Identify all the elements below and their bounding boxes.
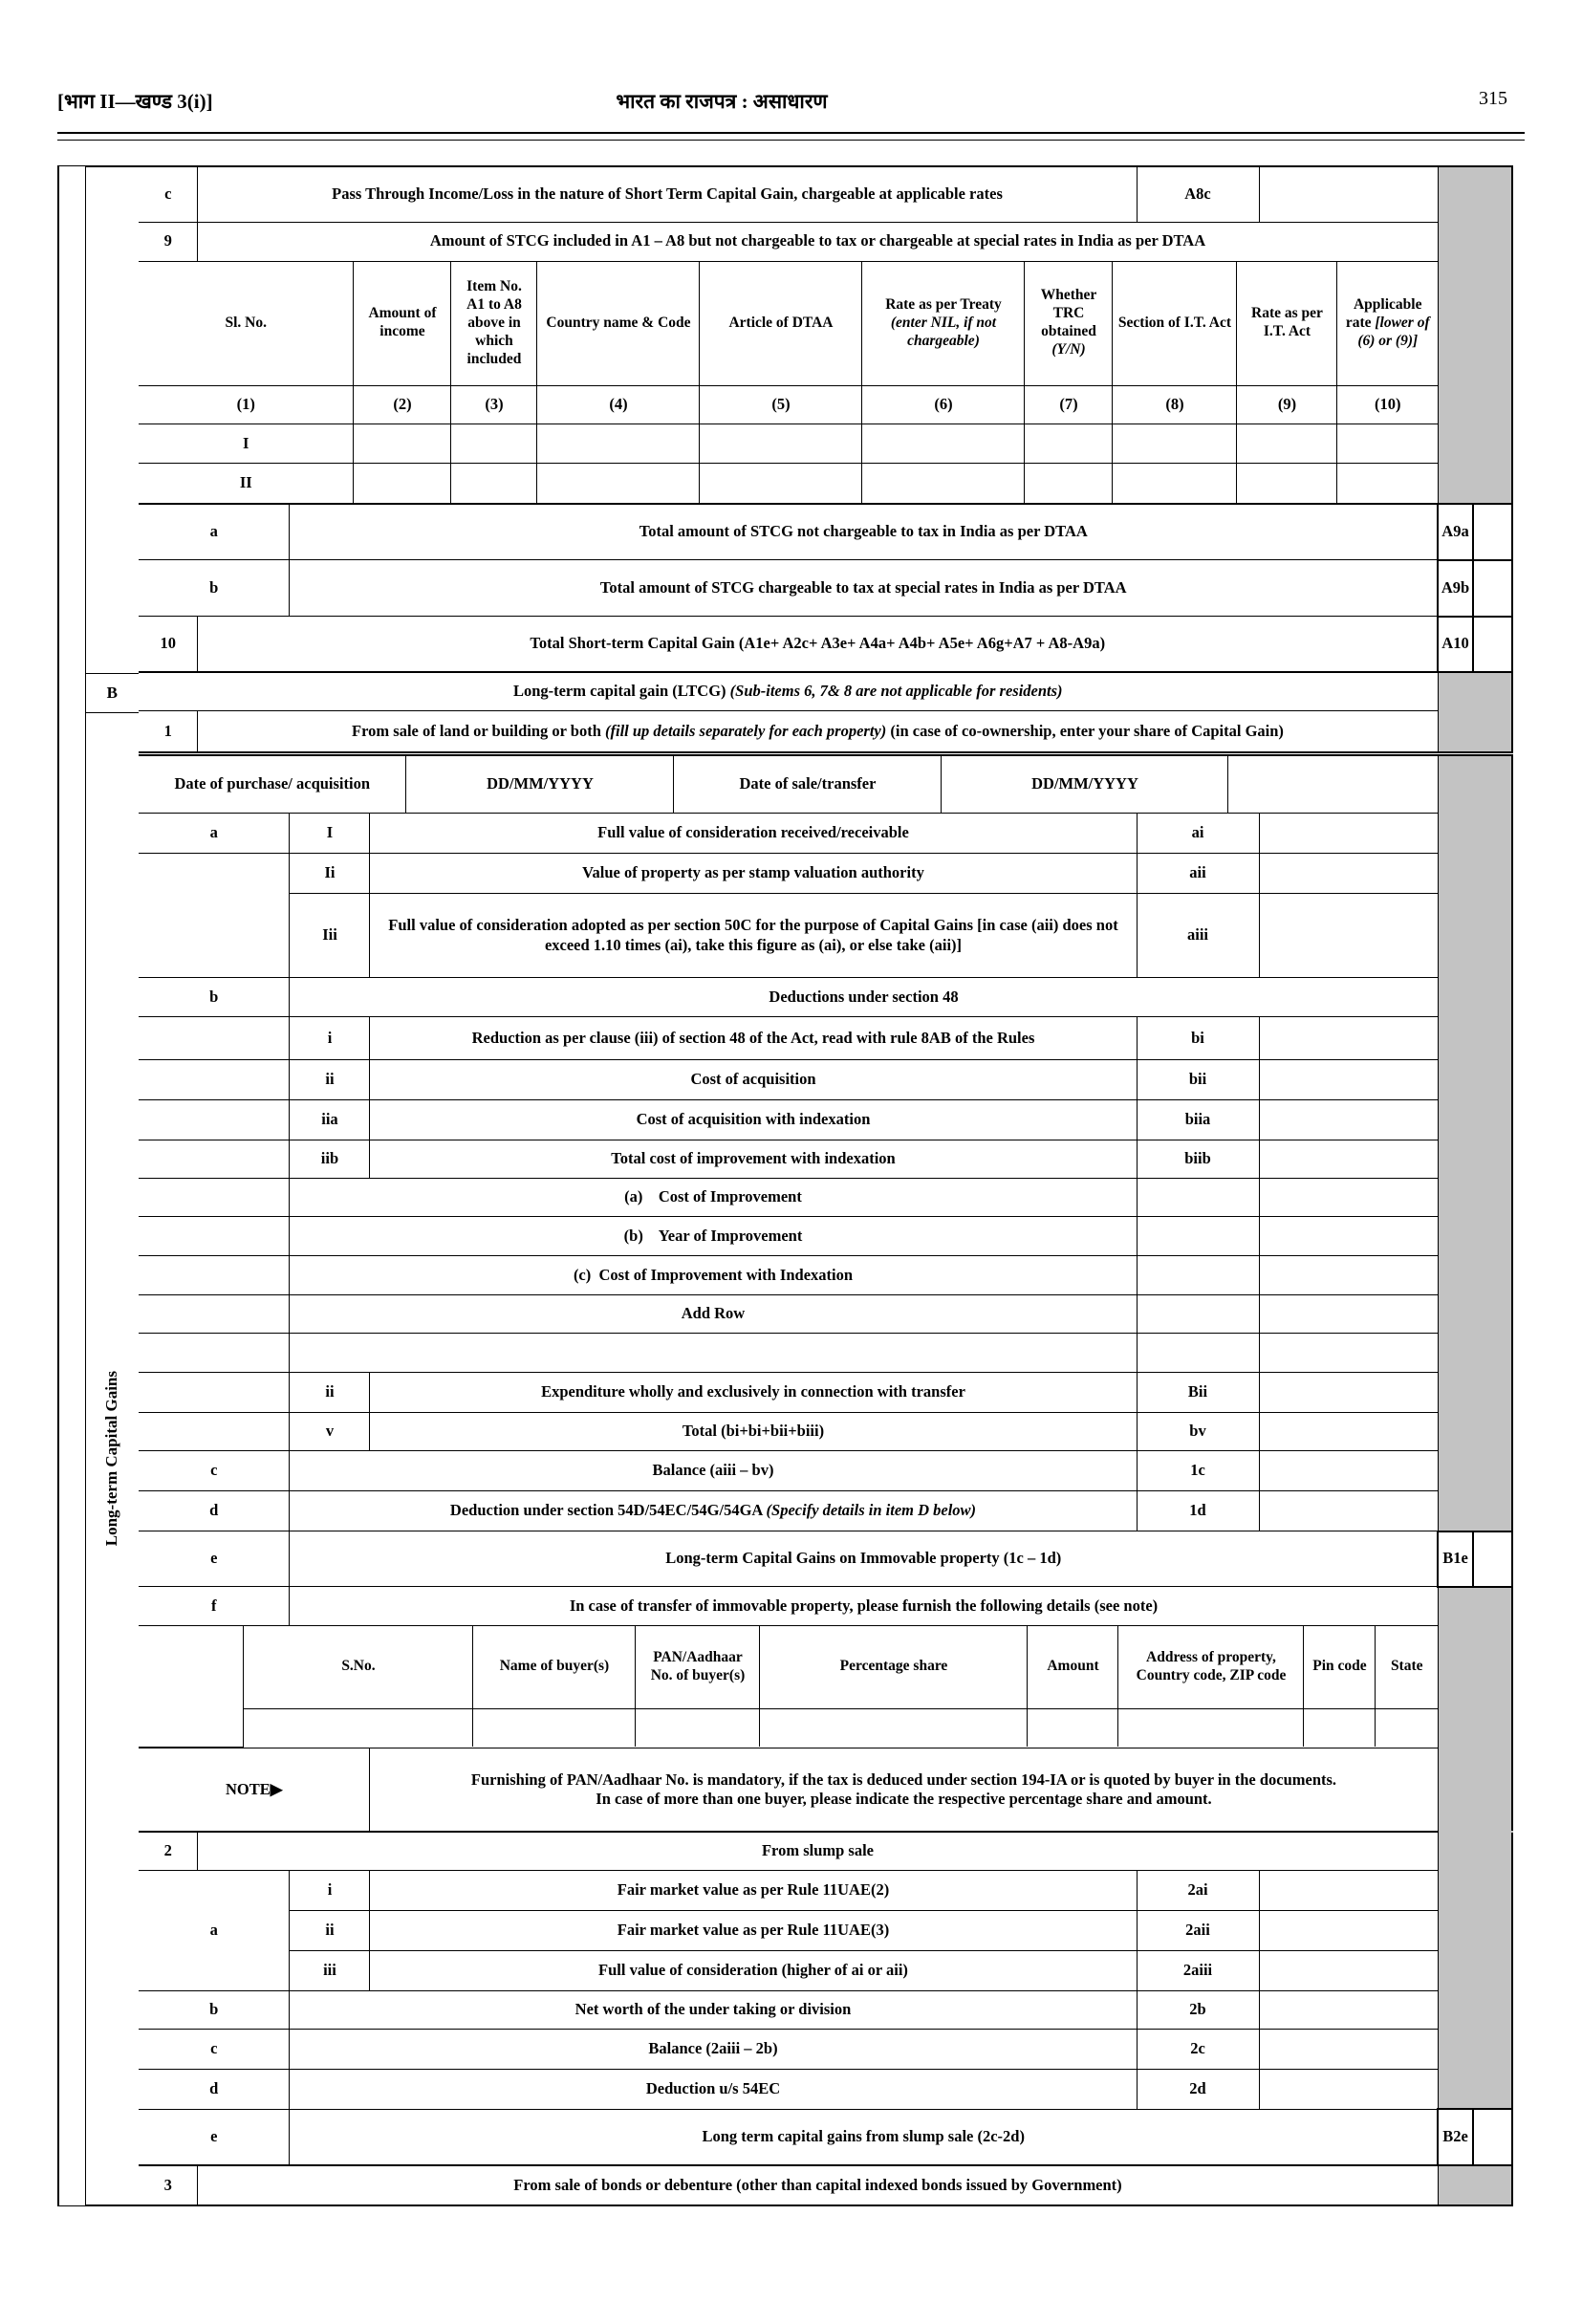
buyers-col-sno: S.No. — [244, 1626, 473, 1708]
row-blank — [139, 1334, 1512, 1373]
row-2ai — [139, 1870, 1512, 1910]
row-code: ai — [1137, 814, 1259, 854]
row-label: c — [139, 166, 198, 222]
page-header — [0, 88, 1582, 132]
input-cell[interactable] — [1259, 1990, 1438, 2029]
row-number: 1 — [139, 711, 198, 754]
input-cell[interactable] — [1237, 464, 1337, 503]
dtaa-col-applicable: Applicable rate [lower of (6) or (9)] — [1337, 262, 1438, 386]
row-code: bii — [1137, 1060, 1259, 1100]
input-cell[interactable] — [1259, 1217, 1438, 1256]
note-line-1: Furnishing of PAN/Aadhaar No. is mandatory, if the tax is deduced under section 194-IA or is quoted by buyer in the documents. — [470, 1770, 1337, 1789]
row-f-heading — [139, 1587, 1512, 1626]
row-1d — [139, 1491, 1512, 1531]
input-cell[interactable] — [1473, 1531, 1512, 1587]
input-cell[interactable] — [354, 424, 451, 464]
dtaa-row-label: I — [139, 424, 354, 464]
row-code — [1137, 1179, 1259, 1217]
input-cell[interactable] — [700, 424, 862, 464]
main-form-table — [139, 165, 1513, 2206]
input-cell[interactable] — [1259, 1451, 1438, 1491]
buyers-col-address: Address of property, Country code, ZIP code — [1118, 1626, 1304, 1708]
input-cell[interactable] — [354, 464, 451, 503]
buyers-table — [139, 1626, 1438, 1748]
shaded-cell — [1438, 222, 1512, 261]
input-cell[interactable] — [1259, 1295, 1438, 1334]
shaded-cell — [1438, 1910, 1512, 1950]
input-cell[interactable] — [1259, 1373, 1438, 1413]
shaded-cell — [1438, 1950, 1512, 1990]
input-cell[interactable] — [537, 464, 700, 503]
row-code: aii — [1137, 854, 1259, 894]
row-text: Value of property as per stamp valuation authority — [370, 854, 1137, 894]
shaded-cell — [1438, 1140, 1512, 1179]
input-cell[interactable] — [1337, 464, 1438, 503]
row-label — [139, 1334, 290, 1373]
sub-label: iia — [290, 1100, 370, 1140]
header-rule — [57, 132, 1525, 141]
shaded-cell — [1438, 1587, 1512, 1626]
buyers-lead-cell — [139, 1626, 244, 1747]
ltcg-side-label: Long-term Capital Gains — [102, 1371, 121, 1547]
shaded-cell — [1438, 1217, 1512, 1256]
shaded-cell — [1438, 1373, 1512, 1413]
row-label: d — [139, 1491, 290, 1531]
dtaa-col-item: Item No. A1 to A8 above in which included — [451, 262, 537, 386]
row-text: (a) Cost of Improvement — [290, 1179, 1137, 1217]
row-code: A10 — [1438, 617, 1473, 672]
note-label: NOTE▶ — [139, 1748, 370, 1832]
row-b-iia — [139, 1100, 1512, 1140]
row-buyers-table — [139, 1626, 1512, 1748]
row-label: e — [139, 1531, 290, 1587]
input-cell[interactable] — [636, 1708, 760, 1747]
row-code — [1137, 1256, 1259, 1295]
row-label: c — [139, 1451, 290, 1491]
row-code: 2aiii — [1137, 1950, 1259, 1990]
shaded-cell — [1438, 1256, 1512, 1295]
row-number: 9 — [139, 222, 198, 261]
row-2aii — [139, 1910, 1512, 1950]
page-number: 315 — [1479, 88, 1507, 109]
row-text: (b) Year of Improvement — [290, 1217, 1137, 1256]
row-label — [139, 1017, 290, 1060]
dtaa-table — [139, 262, 1438, 503]
input-cell[interactable] — [1113, 464, 1237, 503]
gazette-title: भारत का राजपत्र : असाधारण — [616, 90, 828, 113]
row-label: b — [139, 978, 290, 1017]
row-text: Deduction under section 54D/54EC/54G/54GA (Specify details in item D below) — [290, 1491, 1137, 1531]
outer-margin-column — [57, 165, 86, 2206]
row-2d — [139, 2069, 1512, 2109]
row-label: b — [139, 1990, 290, 2029]
input-cell[interactable] — [1259, 854, 1438, 894]
row-code: 1c — [1137, 1451, 1259, 1491]
row-a9b — [139, 560, 1512, 617]
col-num: (6) — [862, 386, 1025, 424]
buyers-entry-row — [139, 1708, 1438, 1747]
row-label: d — [139, 2069, 290, 2109]
row-text: Cost of acquisition — [370, 1060, 1137, 1100]
input-cell[interactable] — [1259, 894, 1438, 978]
sub-label: i — [290, 1870, 370, 1910]
add-row-button[interactable]: Add Row — [290, 1295, 1137, 1334]
sub-label: v — [290, 1413, 370, 1451]
row-b-expenditure — [139, 1373, 1512, 1413]
row-text: Full value of consideration received/receivable — [370, 814, 1137, 854]
input-cell[interactable] — [451, 464, 537, 503]
shaded-cell — [1438, 166, 1512, 222]
row-code: biia — [1137, 1100, 1259, 1140]
row-text: Amount of STCG included in A1 – A8 but not chargeable to tax or chargeable at special rates in India as per DTAA — [198, 222, 1438, 261]
input-cell[interactable] — [862, 464, 1025, 503]
col-num: (7) — [1025, 386, 1113, 424]
row-code: 2d — [1137, 2069, 1259, 2109]
shaded-cell — [1438, 1832, 1512, 1870]
input-cell[interactable] — [862, 424, 1025, 464]
row-text: Net worth of the under taking or division — [290, 1990, 1137, 2029]
row-2aiii — [139, 1950, 1512, 1990]
shaded-cell — [1438, 1060, 1512, 1100]
row-code: A8c — [1137, 166, 1259, 222]
col-num: (2) — [354, 386, 451, 424]
row-label: a — [139, 504, 290, 560]
row-text: Full value of consideration adopted as per section 50C for the purpose of Capital Gains [in case (aii) does not exceed 1.10 times (ai), take this figure as (ai), or else take (aii)] — [370, 894, 1137, 978]
row-text: Total amount of STCG chargeable to tax at special rates in India as per DTAA — [290, 560, 1438, 617]
row-1c — [139, 1451, 1512, 1491]
shaded-cell — [1438, 1748, 1512, 1832]
row-text: In case of transfer of immovable property, please furnish the following details (see note) — [290, 1587, 1438, 1626]
row-text: Total amount of STCG not chargeable to tax in India as per DTAA — [290, 504, 1438, 560]
row-ltcg-heading — [139, 672, 1512, 711]
row-text: Cost of acquisition with indexation — [370, 1100, 1137, 1140]
row-text: Deductions under section 48 — [290, 978, 1438, 1017]
sub-label: ii — [290, 1910, 370, 1950]
dtaa-row-1 — [139, 424, 1438, 464]
row-text: Deduction u/s 54EC — [290, 2069, 1137, 2109]
input-cell[interactable] — [1259, 1140, 1438, 1179]
input-cell[interactable] — [1259, 1017, 1438, 1060]
buyers-table-cell — [139, 1626, 1438, 1748]
input-cell[interactable] — [1259, 1910, 1438, 1950]
input-cell[interactable] — [473, 1708, 636, 1747]
shaded-cell — [1438, 672, 1512, 711]
row-dtaa-table — [139, 261, 1512, 504]
dtaa-col-treaty-rate: Rate as per Treaty (enter NIL, if not chargeable) — [862, 262, 1025, 386]
input-cell[interactable] — [1259, 1870, 1438, 1910]
row-code: 2c — [1137, 2029, 1259, 2069]
input-cell[interactable] — [1259, 1256, 1438, 1295]
dtaa-header-row — [139, 262, 1438, 386]
dtaa-row-2 — [139, 464, 1438, 503]
row-code: Bii — [1137, 1373, 1259, 1413]
input-cell[interactable] — [1259, 814, 1438, 854]
row-text: Long-term Capital Gains on Immovable property (1c – 1d) — [290, 1531, 1438, 1587]
input-cell[interactable] — [1025, 424, 1113, 464]
date-sale-label: Date of sale/transfer — [674, 756, 942, 813]
col-num: (10) — [1337, 386, 1438, 424]
part-label: [भाग II—खण्ड 3(i)] — [57, 90, 213, 113]
row-code — [1137, 1334, 1259, 1373]
row-code: A9b — [1438, 560, 1473, 617]
shaded-cell — [1438, 1295, 1512, 1334]
section-column-spacer — [86, 167, 139, 674]
row-label: a — [139, 814, 290, 854]
row-b-i — [139, 1017, 1512, 1060]
input-cell[interactable] — [1259, 2069, 1438, 2109]
buyers-header-row — [139, 1626, 1438, 1708]
row-code: 2b — [1137, 1990, 1259, 2029]
buyers-col-pin: Pin code — [1304, 1626, 1376, 1708]
shaded-cell — [1438, 1100, 1512, 1140]
input-cell[interactable] — [1259, 166, 1438, 222]
row-code: 1d — [1137, 1491, 1259, 1531]
section-b-label: B — [86, 674, 139, 713]
row-code: 2aii — [1137, 1910, 1259, 1950]
shaded-cell — [1438, 854, 1512, 894]
row-a-iii — [139, 894, 1512, 978]
sub-label: I — [290, 814, 370, 854]
row-note — [139, 1748, 1512, 1832]
input-cell[interactable] — [1259, 1060, 1438, 1100]
date-table — [139, 756, 1438, 813]
dtaa-col-amount: Amount of income — [354, 262, 451, 386]
input-cell[interactable] — [1473, 2109, 1512, 2165]
dtaa-col-slno: Sl. No. — [139, 262, 354, 386]
row-9-heading — [139, 222, 1512, 261]
row-item1-heading — [139, 711, 1512, 754]
input-cell[interactable] — [1473, 617, 1512, 672]
row-code: biib — [1137, 1140, 1259, 1179]
row-label: b — [139, 560, 290, 617]
row-a8c — [139, 166, 1512, 222]
row-dates — [139, 754, 1512, 814]
date-purchase-input[interactable]: DD/MM/YYYY — [406, 756, 674, 813]
input-cell[interactable] — [1259, 1950, 1438, 1990]
row-number: 3 — [139, 2165, 198, 2205]
row-label: f — [139, 1587, 290, 1626]
dtaa-col-country: Country name & Code — [537, 262, 700, 386]
buyers-col-name: Name of buyer(s) — [473, 1626, 636, 1708]
shaded-cell — [1438, 894, 1512, 978]
col-num: (4) — [537, 386, 700, 424]
shaded-cell — [1438, 1626, 1512, 1748]
row-code — [1137, 1217, 1259, 1256]
row-code — [1137, 1295, 1259, 1334]
row-text: Reduction as per clause (iii) of section 48 of the Act, read with rule 8AB of the Rules — [370, 1017, 1137, 1060]
row-cost-of-improvement — [139, 1179, 1512, 1217]
row-b-ii — [139, 1060, 1512, 1100]
row-b1e — [139, 1531, 1512, 1587]
row-text: Fair market value as per Rule 11UAE(3) — [370, 1910, 1137, 1950]
sub-label: i — [290, 1017, 370, 1060]
shaded-cell — [1438, 1990, 1512, 2029]
row-text: From slump sale — [198, 1832, 1438, 1870]
shaded-cell — [1438, 1451, 1512, 1491]
dtaa-col-article: Article of DTAA — [700, 262, 862, 386]
sub-label: Ii — [290, 854, 370, 894]
sub-label: Iii — [290, 894, 370, 978]
input-cell[interactable] — [1259, 1334, 1438, 1373]
sub-label: ii — [290, 1373, 370, 1413]
shaded-cell — [1438, 754, 1512, 814]
input-cell[interactable] — [1118, 1708, 1304, 1747]
row-b-iib — [139, 1140, 1512, 1179]
row-text: Long term capital gains from slump sale (2c-2d) — [290, 2109, 1438, 2165]
buyers-col-pan: PAN/Aadhaar No. of buyer(s) — [636, 1626, 760, 1708]
shaded-cell — [1438, 1491, 1512, 1531]
row-text: Expenditure wholly and exclusively in connection with transfer — [370, 1373, 1137, 1413]
dtaa-col-it-rate: Rate as per I.T. Act — [1237, 262, 1337, 386]
buyers-col-share: Percentage share — [760, 1626, 1028, 1708]
sub-label: ii — [290, 1060, 370, 1100]
row-text: Balance (aiii – bv) — [290, 1451, 1137, 1491]
row-number: 2 — [139, 1832, 198, 1870]
row-label: c — [139, 2029, 290, 2069]
input-cell[interactable] — [244, 1708, 473, 1747]
input-cell[interactable] — [1259, 1179, 1438, 1217]
input-cell[interactable] — [1025, 464, 1113, 503]
row-code: aiii — [1137, 894, 1259, 978]
buyers-col-state: State — [1376, 1626, 1438, 1708]
row-text: From sale of bonds or debenture (other than capital indexed bonds issued by Government) — [198, 2165, 1438, 2205]
input-cell[interactable] — [1473, 504, 1512, 560]
date-table-cell — [139, 754, 1438, 814]
row-2b — [139, 1990, 1512, 2029]
row-code: bv — [1137, 1413, 1259, 1451]
row-code: B1e — [1438, 1531, 1473, 1587]
row-2c — [139, 2029, 1512, 2069]
shaded-cell — [1438, 1017, 1512, 1060]
dtaa-row-label: II — [139, 464, 354, 503]
row-code: 2ai — [1137, 1870, 1259, 1910]
section-column — [86, 165, 139, 2206]
col-num: (5) — [700, 386, 862, 424]
input-cell[interactable] — [1237, 424, 1337, 464]
row-text: From sale of land or building or both (fill up details separately for each property) (in case of co-ownership, enter your share of Capital Gain) — [198, 711, 1438, 754]
row-text: Total Short-term Capital Gain (A1e+ A2c+ A3e+ A4a+ A4b+ A5e+ A6g+A7 + A8-A9a) — [198, 617, 1438, 672]
buyers-col-amount: Amount — [1028, 1626, 1118, 1708]
row-label — [139, 854, 290, 978]
shaded-cell — [1438, 978, 1512, 1017]
input-cell[interactable] — [1376, 1708, 1438, 1747]
row-label — [139, 1217, 290, 1256]
shaded-cell — [1438, 1179, 1512, 1217]
row-label — [139, 1179, 290, 1217]
row-a-ii — [139, 854, 1512, 894]
row-text: Fair market value as per Rule 11UAE(2) — [370, 1870, 1137, 1910]
date-sale-input[interactable]: DD/MM/YYYY — [942, 756, 1228, 813]
row-label — [139, 1413, 290, 1451]
input-cell[interactable] — [1113, 424, 1237, 464]
row-year-of-improvement — [139, 1217, 1512, 1256]
note-text — [370, 1748, 1438, 1832]
dtaa-col-trc: Whether TRC obtained (Y/N) — [1025, 262, 1113, 386]
row-code: B2e — [1438, 2109, 1473, 2165]
shaded-cell — [1438, 2165, 1512, 2205]
sub-label: iii — [290, 1950, 370, 1990]
sub-label: iib — [290, 1140, 370, 1179]
row-label — [139, 1060, 290, 1100]
row-improvement-indexation — [139, 1256, 1512, 1295]
row-label — [139, 1373, 290, 1413]
row-item3-heading — [139, 2165, 1512, 2205]
col-num: (3) — [451, 386, 537, 424]
row-add-row — [139, 1295, 1512, 1334]
row-text: Balance (2aiii – 2b) — [290, 2029, 1137, 2069]
col-num: (8) — [1113, 386, 1237, 424]
input-cell[interactable] — [1028, 1708, 1118, 1747]
input-cell[interactable] — [537, 424, 700, 464]
row-text: Total cost of improvement with indexation — [370, 1140, 1137, 1179]
input-cell[interactable] — [1259, 1491, 1438, 1531]
input-cell[interactable] — [1259, 1413, 1438, 1451]
row-code: bi — [1137, 1017, 1259, 1060]
dtaa-col-section: Section of I.T. Act — [1113, 262, 1237, 386]
row-b-total — [139, 1413, 1512, 1451]
gazette-page — [0, 88, 1582, 2324]
row-text — [290, 1334, 1137, 1373]
col-num: (1) — [139, 386, 354, 424]
input-cell[interactable] — [1259, 1100, 1438, 1140]
row-b2e — [139, 2109, 1512, 2165]
input-cell[interactable] — [700, 464, 862, 503]
input-cell[interactable] — [1473, 560, 1512, 617]
shaded-cell — [1438, 1334, 1512, 1373]
input-cell[interactable] — [451, 424, 537, 464]
input-cell[interactable] — [760, 1708, 1028, 1747]
filler-cell — [1228, 756, 1438, 813]
note-line-2: In case of more than one buyer, please indicate the respective percentage share and amount. — [596, 1789, 1212, 1808]
ltcg-heading: Long-term capital gain (LTCG) (Sub-items 6, 7& 8 are not applicable for residents) — [139, 672, 1438, 711]
shaded-cell — [1438, 2029, 1512, 2069]
row-text: Full value of consideration (higher of ai or aii) — [370, 1950, 1137, 1990]
dtaa-colnum-row — [139, 386, 1438, 424]
shaded-cell — [1438, 711, 1512, 754]
row-text: (c) Cost of Improvement with Indexation — [290, 1256, 1137, 1295]
row-a9a — [139, 504, 1512, 560]
row-a-i — [139, 814, 1512, 854]
shaded-cell — [1438, 814, 1512, 854]
row-text: Total (bi+bi+bii+biii) — [370, 1413, 1137, 1451]
row-b-heading — [139, 978, 1512, 1017]
row-item2-heading — [139, 1832, 1512, 1870]
row-a10 — [139, 617, 1512, 672]
row-label — [139, 1100, 290, 1140]
shaded-cell — [1438, 1413, 1512, 1451]
input-cell[interactable] — [1337, 424, 1438, 464]
dtaa-table-cell — [139, 261, 1438, 504]
shaded-cell — [1438, 1870, 1512, 1910]
shaded-cell — [1438, 261, 1512, 504]
row-number: 10 — [139, 617, 198, 672]
row-label — [139, 1256, 290, 1295]
row-label: e — [139, 2109, 290, 2165]
row-code: A9a — [1438, 504, 1473, 560]
row-label: a — [139, 1870, 290, 1990]
capital-gains-schedule — [57, 165, 1513, 2206]
row-label — [139, 1140, 290, 1179]
side-label-cell — [86, 713, 139, 2205]
row-label — [139, 1295, 290, 1334]
shaded-cell — [1438, 2069, 1512, 2109]
date-purchase-label: Date of purchase/ acquisition — [139, 756, 406, 813]
input-cell[interactable] — [1259, 2029, 1438, 2069]
col-num: (9) — [1237, 386, 1337, 424]
input-cell[interactable] — [1304, 1708, 1376, 1747]
row-text: Pass Through Income/Loss in the nature of Short Term Capital Gain, chargeable at applicable rates — [198, 166, 1137, 222]
